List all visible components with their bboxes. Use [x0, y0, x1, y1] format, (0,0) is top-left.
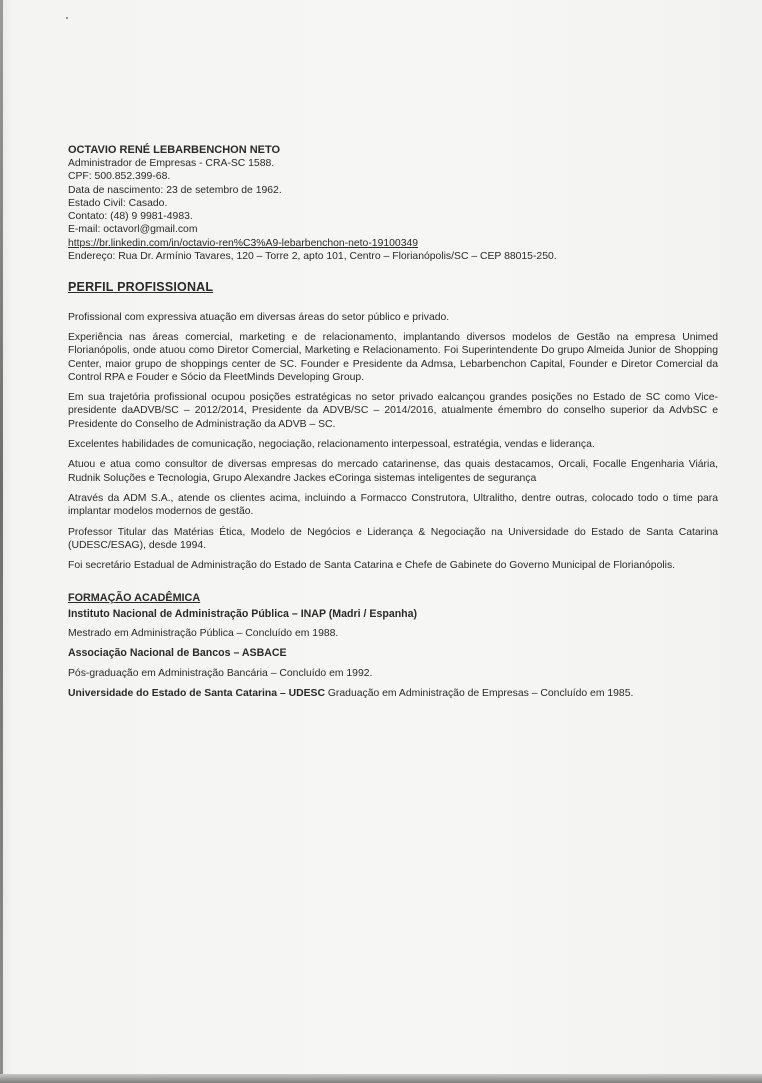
cpf-line: CPF: 500.852.399-68.	[68, 171, 171, 183]
perfil-paragraph: Excelentes habilidades de comunicação, negociação, relacionamento interpessoal, estratégia, vendas e liderança.	[68, 439, 595, 451]
perfil-paragraph: Foi secretário Estadual de Administração do Estado de Santa Catarina e Chefe de Gabinete do Governo Municipal de Florianópolis.	[68, 560, 676, 572]
perfil-section-title: PERFIL PROFISSIONAL	[68, 280, 214, 295]
scan-speck	[66, 17, 68, 19]
degree-line: Pós-graduação em Administração Bancária – Concluído em 1992.	[68, 667, 373, 679]
perfil-paragraph: Através da ADM S.A., atende os clientes acima, incluindo a Formacco Construtora, Ultralitho, dentre outras, colocado todo o time para implantar modelos modernos de gestão.	[68, 492, 718, 518]
formacao-section-title: FORMAÇÃO ACADÊMICA	[68, 592, 201, 605]
address-line: Endereço: Rua Dr. Armínio Tavares, 120 – Torre 2, apto 101, Centro – Florianópolis/SC – CEP 88015-250.	[68, 251, 557, 263]
email-line: E-mail: octavorl@gmail.com	[68, 224, 198, 236]
education-entry-udesc	[68, 687, 718, 700]
birthdate-line: Data de nascimento: 23 de setembro de 1962.	[68, 184, 282, 196]
resume-content	[68, 144, 718, 700]
page-bottom-edge	[0, 1074, 762, 1083]
institution-name: Universidade do Estado de Santa Catarina – UDESC	[68, 687, 325, 699]
institution-name: Associação Nacional de Bancos – ASBACE	[68, 647, 287, 660]
profession-line: Administrador de Empresas - CRA-SC 1588.	[68, 158, 275, 169]
degree-line: Graduação em Administração de Empresas – Concluído em 1985.	[327, 687, 634, 699]
candidate-name: OCTAVIO RENÉ LEBARBENCHON NETO	[68, 144, 281, 156]
degree-line: Mestrado em Administração Pública – Concluído em 1988.	[68, 628, 339, 640]
contact-line: Contato: (48) 9 9981-4983.	[68, 211, 193, 223]
institution-name: Instituto Nacional de Administração Pública – INAP (Madri / Espanha)	[68, 607, 418, 620]
perfil-paragraph: Em sua trajetória profissional ocupou posições estratégicas no setor privado ealcançou grandes posições no Estado de SC como Vice-presidente daADVB/SC – 2012/2014, Presidente da ADVB/SC – 2014/2016, atualmente émembro do conselho superior da AdvbSC e Presidente do Conselho de Administração da ADVB – SC.	[68, 392, 718, 430]
perfil-paragraph: Professor Titular das Matérias Ética, Modelo de Negócios e Liderança & Negociação na Universidade do Estado de Santa Catarina (UDESC/ESAG), desde 1994.	[68, 526, 718, 551]
linkedin-link[interactable]: https://br.linkedin.com/in/octavio-ren%C3%A9-lebarbenchon-neto-19100349	[68, 237, 419, 249]
perfil-paragraph: Profissional com expressiva atuação em diversas áreas do setor público e privado.	[68, 311, 450, 323]
perfil-paragraph: Atuou e atua como consultor de diversas empresas do mercado catarinense, das quais destacamos, Orcali, Focalle Engenharia Viária, Rudnik Soluções e Tecnologia, Grupo Alexandre Jackes eCoringa sistemas inteligentes de segurança	[68, 459, 718, 484]
perfil-paragraph: Experiência nas áreas comercial, marketing e de relacionamento, implantando diversos modelos de Gestão na empresa Unimed Florianópolis, onde atuou como Diretor Comercial, Marketing e Relacionamento. Foi Superintendente Do grupo Almeida Junior de Shopping Center, maior grupo de shoppings center de SC. Founder e Presidente da Admsa, Lebarbenchon Capital, Founder e Diretor Comercial da Control RPA e Fouder e Sócio da FleetMinds Developing Group.	[68, 331, 718, 383]
civil-status-line: Estado Civil: Casado.	[68, 197, 168, 209]
page-left-edge	[0, 0, 3, 1083]
linkedin-line	[68, 237, 718, 250]
